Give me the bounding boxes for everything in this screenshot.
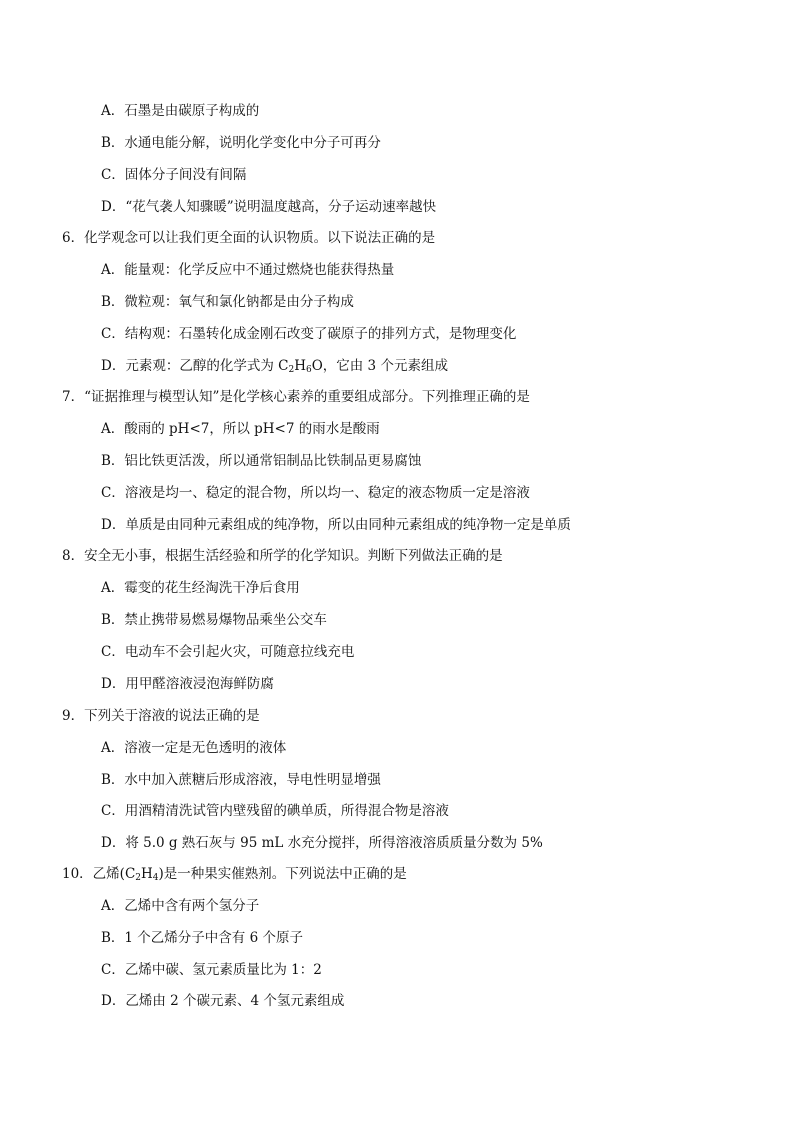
q8-option-b: B．禁止携带易燃易爆物品乘坐公交车 bbox=[101, 612, 327, 628]
q7-stem: 7．“证据推理与模型认知”是化学核心素养的重要组成部分。下列推理正确的是 bbox=[62, 389, 530, 405]
q5-option-d: D．“花气袭人知骤暖”说明温度越高，分子运动速率越快 bbox=[101, 199, 437, 215]
q10-stem bbox=[62, 864, 407, 884]
q9-option-a: A．溶液一定是无色透明的液体 bbox=[101, 740, 287, 756]
q10-option-d: D．乙烯由 2 个碳元素、4 个氢元素组成 bbox=[101, 993, 345, 1009]
q6-option-c: C．结构观：石墨转化成金刚石改变了碳原子的排列方式，是物理变化 bbox=[101, 326, 517, 342]
q6-option-a: A．能量观：化学反应中不通过燃烧也能获得热量 bbox=[101, 262, 395, 278]
q8-option-a: A．霉变的花生经淘洗干净后食用 bbox=[101, 580, 300, 596]
q6-formula-sub-carbon: 2 bbox=[288, 365, 295, 375]
q9-option-b: B．水中加入蔗糖后形成溶液，导电性明显增强 bbox=[101, 772, 381, 788]
q6-option-d-suffix: O，它由 3 个元素组成 bbox=[311, 358, 448, 374]
q8-option-c: C．电动车不会引起火灾，可随意拉线充电 bbox=[101, 644, 355, 660]
q9-stem: 9．下列关于溶液的说法正确的是 bbox=[62, 708, 260, 724]
q8-stem: 8．安全无小事，根据生活经验和所学的化学知识。判断下列做法正确的是 bbox=[62, 548, 503, 564]
q10-option-c: C．乙烯中碳、氢元素质量比为 1：2 bbox=[101, 962, 322, 978]
q5-option-a: A．石墨是由碳原子构成的 bbox=[101, 103, 260, 119]
q6-option-d bbox=[101, 356, 448, 376]
q10-stem-suffix: )是一种果实催熟剂。下列说法中正确的是 bbox=[158, 866, 407, 882]
q10-option-b: B．1 个乙烯分子中含有 6 个原子 bbox=[101, 930, 303, 946]
q6-option-b: B．微粒观：氧气和氯化钠都是由分子构成 bbox=[101, 294, 354, 310]
q10-formula-hydrogen: H bbox=[141, 866, 153, 882]
q10-formula-sub-hydrogen: 4 bbox=[152, 873, 159, 883]
q7-option-d: D．单质是由同种元素组成的纯净物，所以由同种元素组成的纯净物一定是单质 bbox=[101, 517, 571, 533]
q6-formula-sub-hydrogen: 6 bbox=[305, 365, 312, 375]
q10-option-a: A．乙烯中含有两个氢分子 bbox=[101, 898, 260, 914]
q6-formula-hydrogen: H bbox=[294, 358, 306, 374]
q7-option-a: A．酸雨的 pH<7，所以 pH<7 的雨水是酸雨 bbox=[101, 421, 380, 437]
q5-option-c: C．固体分子间没有间隔 bbox=[101, 167, 247, 183]
q9-option-d: D．将 5.0 g 熟石灰与 95 mL 水充分搅拌，所得溶液溶质质量分数为 5% bbox=[101, 835, 543, 851]
q5-option-b: B．水通电能分解，说明化学变化中分子可再分 bbox=[101, 135, 381, 151]
q6-stem: 6．化学观念可以让我们更全面的认识物质。以下说法正确的是 bbox=[62, 230, 436, 246]
q7-option-b: B．铝比铁更活泼，所以通常铝制品比铁制品更易腐蚀 bbox=[101, 453, 422, 469]
q10-stem-prefix: 10．乙烯(C bbox=[62, 866, 136, 882]
q10-formula-sub-carbon: 2 bbox=[135, 873, 142, 883]
q6-option-d-prefix: D．元素观：乙醇的化学式为 C bbox=[101, 358, 289, 374]
q7-option-c: C．溶液是均一、稳定的混合物，所以均一、稳定的液态物质一定是溶液 bbox=[101, 485, 530, 501]
q8-option-d: D．用甲醛溶液浸泡海鲜防腐 bbox=[101, 676, 274, 692]
q9-option-c: C．用酒精清洗试管内壁残留的碘单质，所得混合物是溶液 bbox=[101, 803, 449, 819]
